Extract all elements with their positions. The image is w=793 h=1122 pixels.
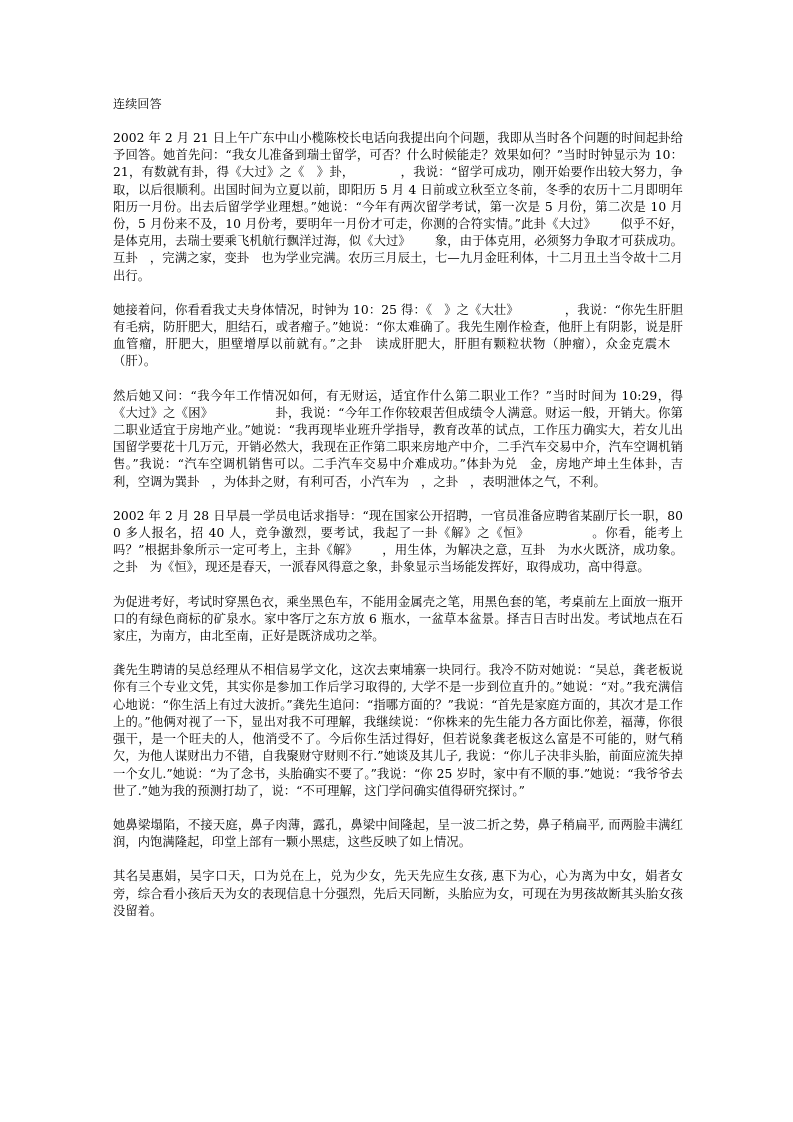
text-run: 她鼻梁塌陷，不接天庭，鼻子肉薄，露孔，鼻梁中间隆起，呈一波二折之势，鼻子稍扁平, 而两脸丰满红润，内饱满隆起，印堂上部有一颗小黑痣，这些反映了如上情况。 (113, 817, 683, 850)
hexagram-glyph-gap (518, 456, 530, 473)
page-title: 连续回答 (113, 97, 162, 111)
hexagram-glyph-gap (432, 302, 444, 319)
text-run: ，表明泄体之气，不利。 (470, 474, 606, 489)
text-run: ，我说：“你先生肝胆有毛病，防肝肥大，胆结石，或者瘤子。”她说：“你太难确了。我先生刚作检查，他肝上有阴影，说是肝血管瘤，肝肥大，胆壁增厚以前就有。”之卦 (113, 302, 683, 352)
text-run: 金，房地产坤土生体卦，吉利，空调为巽卦 (113, 457, 683, 489)
hexagram-glyph-gap (519, 302, 565, 319)
hexagram-glyph-gap (305, 164, 317, 181)
text-run: ，用生体，为解决之意，互卦 (382, 543, 546, 558)
hexagram-glyph-gap (138, 559, 150, 576)
hexagram-glyph-gap (363, 336, 375, 353)
text-run: 为水火既济，成功象。之卦 (113, 543, 683, 575)
hexagram-glyph-gap (213, 405, 275, 422)
hexagram-glyph-gap (545, 542, 557, 559)
text-run: 2002 年 2 月 21 日上午广东中山小榄陈校长电话向我提出向个问题，我即从当时各个问题的时间起卦给予回答。她首先问：“我女儿准备到瑞士留学，可否？什么时候能走？效果如何？”当时时钟显示为 10：21，有数就有卦，得《大过》之《 (113, 131, 683, 180)
text-run: 》卦， (316, 165, 355, 180)
text-run: 》之《大壮》 (444, 302, 519, 317)
hexagram-glyph-gap (458, 474, 470, 491)
paragraph (113, 302, 683, 371)
text-run: 然后她又问：“我今年工作情况如何，有无财运，适宜作什么第二职业工作？”当时时间为 10:29，得《大过》之《困》 (113, 388, 683, 420)
paragraph (113, 594, 683, 646)
hexagram-glyph-gap (249, 250, 261, 267)
paragraph (113, 130, 683, 285)
text-run: 为促进考好，考试时穿黑色衣，乘坐黑色车，不能用金属壳之笔，用黑色套的笔，考桌前左上面放一瓶开口的有绿色商标的矿泉水。家中客厅之东方放 6 瓶水，一盆草本盆景。择吉日吉时出发。考试地点在石家庄，为南方，由北至南，正好是既济成功之举。 (113, 594, 683, 644)
text-run: 。你看，能考上吗？”根据卦象所示一定可考上，主卦《解》 (113, 526, 684, 558)
hexagram-glyph-gap (671, 336, 683, 353)
text-run: ，完满之家，变卦 (149, 251, 250, 266)
hexagram-glyph-gap (358, 542, 382, 559)
paragraph (113, 508, 683, 577)
paragraph (113, 817, 683, 851)
text-run: 卦，我说：“今年工作你较艰苦但成绩令人满意。财运一般，开销大。你第二职业适宜于房地产业。”她说：“我再现毕业班升学指导，教育改革的试点，工作压力确实大，若女儿出国留学要花十几万元，开销必然大，我现在正作第二职来房地产中介，二手汽车交易中介，汽车空调机销售。”我说：“汽车空调机销售可以。二手汽车交易中介难成功。”体卦为兑 (113, 405, 683, 472)
paragraph (113, 662, 683, 800)
text-run: 也为学业完满。农历三月辰土，七—九月金旺利体，十二月丑土当令故十二月出行。 (113, 251, 684, 283)
text-run: 象，由于体克用，必须努力争取才可获成功。互卦 (113, 234, 683, 266)
text-run: 其名吴惠娟，吴字口天，口为兑在上，兑为少女，先天先应生女孩, 惠下为心，心为离为中女，娟者女旁，综合看小孩后天为女的表现信息十分强烈，先后天同断，头胎应为女，可现在为男孩故断其头胎女孩没留着。 (113, 869, 683, 918)
document-body (113, 130, 683, 920)
hexagram-glyph-gap (411, 233, 435, 250)
text-run: 为《恒》，现还是春天，一派春风得意之象，卦象显示当场能发挥好，取得成功，高中得意。 (149, 560, 650, 575)
text-run: 她接着问，你看看我丈夫身体情况，时钟为 10：25 得：《 (113, 302, 433, 317)
text-run: 龚先生聘请的吴总经理从不相信易学文化，这次去柬埔寨一块同行。我冷不防对她说：“吴总，龚老板说你有三个专业文凭，其实你是参加工作后学习取得的, 大学不是一步到位直升的。”她说：“对。”我充满信心地说：“你生活上有过大波折。”龚先生追问：“指哪方面的？”我说：“首先是家庭方面的，其次才是工作上的。”他俩对视了一下，显出对我不可理解，我继续说：“你株来的先生能力各方面比你差，福薄，你很强干，是一个旺夫的人，他消受不了。今后你生活过得好，但若说象龚老板这么富是不可能的，财气稍欠，为他人谋财出力不错，自我聚财守财则不行.”她谈及其儿子, 我说：“你儿子决非头胎，前面应流失掉一个女儿.”她说：“为了念书，头胎确实不要了。”我说：“你 25 岁时，家中有不顺的事.”她说：“我爷爷去世了.”她为我的预测打劫了，说：“不可理解，这门学问确实值得研究探讨。” (113, 663, 683, 798)
text-run: 2002 年 2 月 28 日早晨一学员电话求指导：“现在国家公开招聘，一官员准备应聘省某副厅长一职，800 多人报名，招 40 人，竞争激烈，要考试，我起了一卦《解》之《恒》 (113, 508, 683, 541)
hexagram-glyph-gap (409, 474, 421, 491)
hexagram-glyph-gap (596, 216, 620, 233)
text-run: ，为体卦之财，有利可否，小汽车为 (211, 474, 409, 489)
text-run: （肝）。 (113, 354, 157, 369)
text-run: ，我说：“留学可成功，刚开始要作出较大努力，争取，以后很顺利。出国时间为立夏以前，即阳历 5 月 4 日前或立秋至立冬前，冬季的农历十二月即明年阳历一月份。出去后留学学业理想。”她说：“今年有两次留学考试，第一次是 5 月份，第二次是 10 月份，5 月份来不及，10 月份考，要明年一月份才可走，你测的合符实情。”此卦《大过》 (113, 165, 684, 232)
text-run: ，之卦 (421, 474, 459, 489)
paragraph (113, 388, 683, 491)
hexagram-glyph-gap (530, 525, 592, 542)
hexagram-glyph-gap (199, 474, 211, 491)
hexagram-glyph-gap (138, 250, 150, 267)
text-run: 读成肝肥大，肝胆有颗粒状物（肿瘤），众金克震木 (374, 337, 671, 352)
text-run: 似乎不好，是体克用，去瑞士要乘飞机航行飘洋过海，似《大过》 (113, 217, 683, 249)
hexagram-glyph-gap (354, 164, 400, 181)
paragraph (113, 868, 683, 920)
